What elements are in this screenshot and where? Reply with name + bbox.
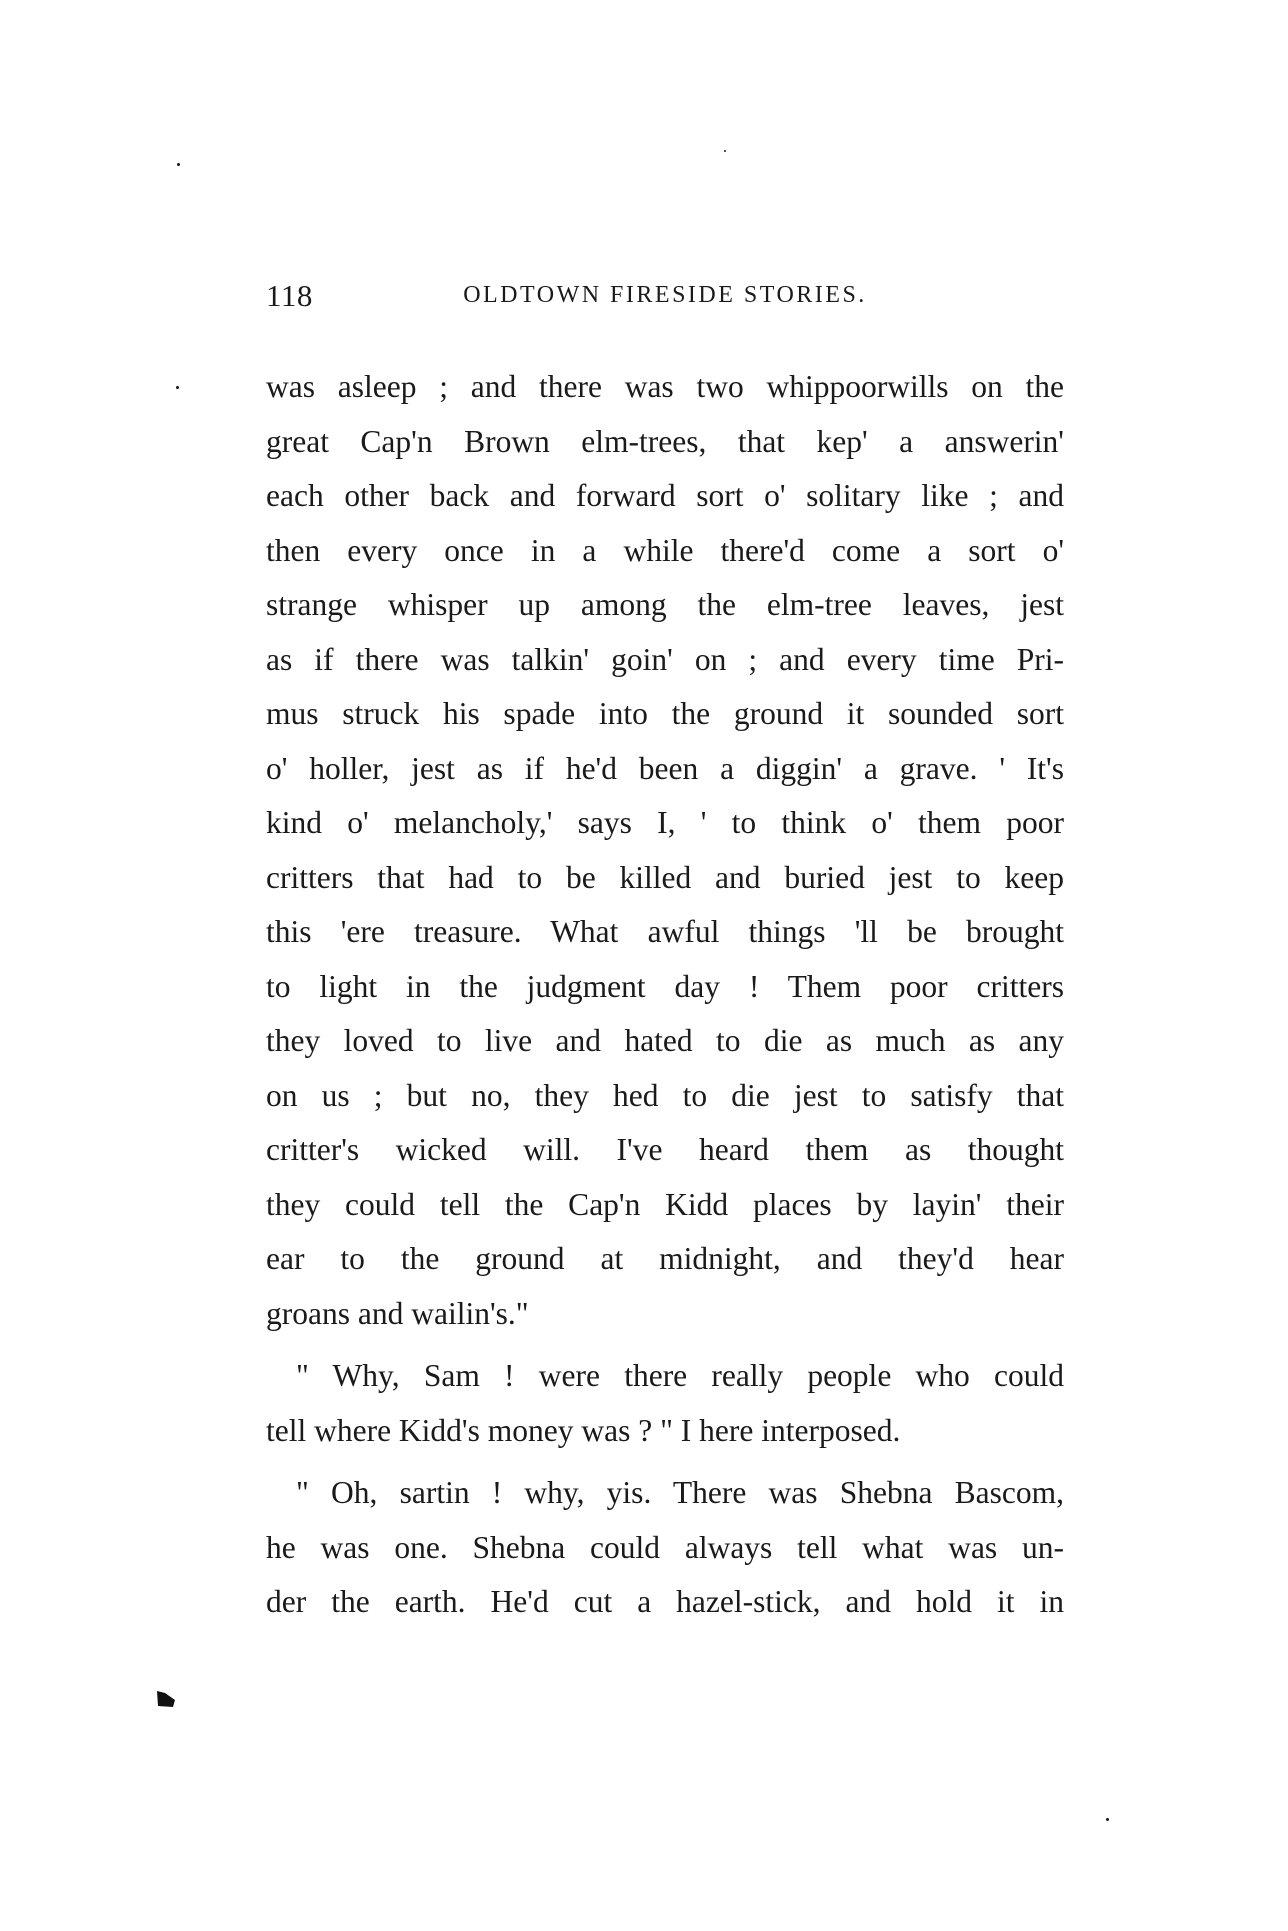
text-line: was asleep ; and there was two whippoorwills on the <box>266 369 1064 404</box>
body-text <box>266 360 1064 1630</box>
text-line: they loved to live and hated to die as much as any <box>266 1023 1064 1058</box>
text-line: strange whisper up among the elm-tree leaves, jest <box>266 587 1064 622</box>
scan-speck <box>1106 1818 1109 1821</box>
paragraph-question <box>266 1349 1064 1458</box>
page-header <box>266 278 1064 318</box>
paragraph-continued <box>266 360 1064 1341</box>
text-line: " Why, Sam ! were there really people who could <box>296 1358 1064 1393</box>
page-number: 118 <box>266 278 313 313</box>
scan-speck <box>724 150 726 152</box>
text-line: der the earth. He'd cut a hazel-stick, and hold it in <box>266 1584 1064 1619</box>
text-line: ear to the ground at midnight, and they'd hear <box>266 1241 1064 1276</box>
paragraph-gap <box>266 1458 1064 1466</box>
text-line: they could tell the Cap'n Kidd places by layin' their <box>266 1186 1064 1222</box>
text-line: then every once in a while there'd come a sort o' <box>266 532 1064 568</box>
paragraph-answer <box>266 1466 1064 1630</box>
text-line: o' holler, jest as if he'd been a diggin' a grave. ' It's <box>266 750 1064 786</box>
text-line: each other back and forward sort o' solitary like ; and <box>266 478 1064 513</box>
text-line: this 'ere treasure. What awful things 'll be brought <box>266 914 1064 949</box>
scan-speck <box>176 386 179 389</box>
running-title: OLDTOWN FIRESIDE STORIES. <box>463 282 867 308</box>
ink-blot-icon <box>156 1690 176 1708</box>
text-line: to light in the judgment day ! Them poor critters <box>266 968 1064 1004</box>
text-line: groans and wailin's." <box>266 1295 529 1331</box>
text-line: critter's wicked will. I've heard them as thought <box>266 1132 1064 1167</box>
text-line: as if there was talkin' goin' on ; and every time Pri- <box>266 641 1064 677</box>
paragraph-gap <box>266 1341 1064 1349</box>
scan-speck <box>177 163 180 166</box>
text-line: tell where Kidd's money was ? " I here interposed. <box>266 1412 901 1448</box>
text-line: on us ; but no, they hed to die jest to satisfy that <box>266 1077 1064 1113</box>
text-line: critters that had to be killed and buried jest to keep <box>266 859 1064 895</box>
text-line: he was one. Shebna could always tell what was un- <box>266 1529 1064 1565</box>
text-line: " Oh, sartin ! why, yis. There was Shebna Bascom, <box>296 1475 1064 1510</box>
text-line: great Cap'n Brown elm-trees, that kep' a answerin' <box>266 423 1064 459</box>
text-line: kind o' melancholy,' says I, ' to think o' them poor <box>266 805 1064 840</box>
text-line: mus struck his spade into the ground it sounded sort <box>266 696 1064 731</box>
